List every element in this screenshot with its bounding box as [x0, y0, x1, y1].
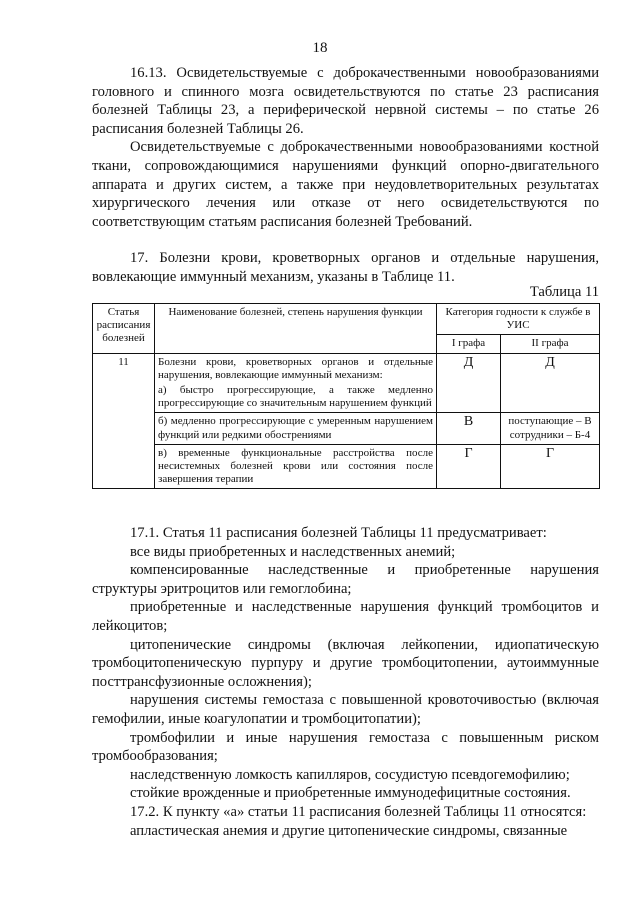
list-item: стойкие врожденные и приобретенные иммунодефицитные состояния. [130, 785, 571, 802]
list-item: тромбофилии и иные нарушения гемостаза с повышенным риском тромбообразования; [92, 729, 599, 765]
table-caption: Таблица 11 [529, 284, 599, 300]
paragraph-16-13: 16.13. Освидетельствуемые с доброкачественными новообразованиями головного и спинного мозга освидетельствуются по статье 23 расписания болезней Таблицы 23, а периферической нервной системы – по статье 26 расписания болезней Таблицы 26. [92, 65, 599, 137]
table-header-row [93, 304, 600, 335]
row-c-text: в) временные функциональные расстройства после несистемных болезней крови или состояния после завершения терапии [155, 444, 437, 489]
list-item: все виды приобретенных и наследственных анемий; [130, 543, 456, 560]
row-c-column-1: Г [437, 444, 501, 489]
row-a-text: а) быстро прогрессирующие, а также медленно прогрессирующие со значительным нарушением функций [158, 384, 433, 410]
list-item: приобретенные и наследственные нарушения функций тромбоцитов и лейкоцитов; [92, 599, 599, 634]
paragraph-bone-tumors: Освидетельствуемые с доброкачественными новообразованиями костной ткани, сопровождающимися нарушениями функций опорно-двигательного аппарата и других систем, а также при неудовлетворительных результатах хирургического лечения или отказе от него освидетельствуются по соответствующим статьям расписания болезней Требований. [92, 139, 599, 230]
row-a-description [155, 353, 437, 413]
row-c-column-2: Г [501, 444, 600, 489]
list-item: апластическая анемия и другие цитопенические синдромы, связанные [130, 822, 568, 839]
top-text [92, 64, 599, 287]
paragraph-17-1: 17.1. Статья 11 расписания болезней Таблицы 11 предусматривает: [130, 525, 547, 541]
row-b-text: б) медленно прогрессирующие с умеренным нарушением функций или редкими обострениями [155, 413, 437, 444]
page-number: 18 [312, 40, 328, 56]
list-item: цитопенические синдромы (включая лейкопении, идиопатическую тромбоцитопеническую пурпуру и другие тромбоцитопении, аутоиммунные посттрансфузионные осложнения); [92, 636, 599, 690]
header-column-1: I графа [437, 335, 501, 353]
row-b-column-1: В [437, 413, 501, 444]
paragraph-17: 17. Болезни крови, кроветворных органов и отдельные нарушения, вовлекающие иммунный механизм, указаны в Таблице 11. [92, 250, 599, 285]
header-disease-name: Наименование болезней, степень нарушения функции [155, 304, 437, 354]
table-row [93, 413, 600, 444]
row-b-column-2: поступающие – В сотрудники – Б-4 [501, 413, 600, 444]
header-category: Категория годности к службе в УИС [437, 304, 600, 335]
list-item: компенсированные наследственные и приобретенные нарушения структуры эритроцитов или гемоглобина; [92, 562, 599, 597]
article-number: 11 [93, 353, 155, 489]
list-item: наследственную ломкость капилляров, сосудистую псевдогемофилию; [130, 766, 570, 783]
table-row [93, 444, 600, 489]
bottom-text [92, 524, 599, 840]
paragraph-17-2: 17.2. К пункту «а» статьи 11 расписания болезней Таблицы 11 относятся: [130, 803, 587, 820]
table-row [93, 353, 600, 413]
header-column-2: II графа [501, 335, 600, 353]
list-item: нарушения системы гемостаза с повышенной кровоточивостью (включая гемофилии, иные коагулопатии и тромбоцитопатии); [92, 692, 599, 727]
header-article: Статья расписания болезней [93, 304, 155, 354]
row-a-column-1: Д [437, 353, 501, 413]
row-a-column-2: Д [501, 353, 600, 413]
disease-table [92, 303, 600, 489]
table-intro: Болезни крови, кроветворных органов и отдельные нарушения, вовлекающие иммунный механизм: [158, 355, 433, 381]
